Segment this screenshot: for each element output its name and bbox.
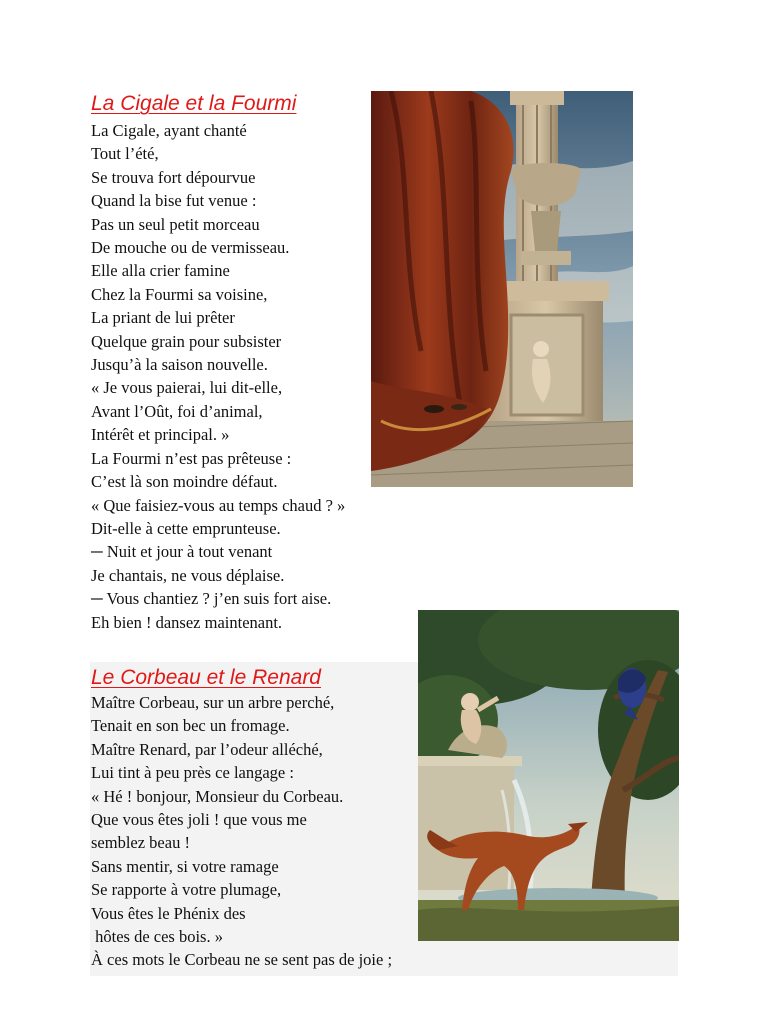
verse-line: La Fourmi n’est pas prêteuse : bbox=[91, 448, 292, 468]
verse-line: Maître Renard, par l’odeur alléché, bbox=[91, 739, 323, 759]
verse-line: semblez beau ! bbox=[91, 833, 190, 853]
painting-fox-crow bbox=[418, 610, 679, 941]
poem2-title: Le Corbeau et le Renard bbox=[91, 666, 321, 689]
verse-line: « Que faisiez-vous au temps chaud ? » bbox=[91, 495, 346, 515]
verse-line: Sans mentir, si votre ramage bbox=[91, 856, 279, 876]
verse-line: À ces mots le Corbeau ne se sent pas de joie ; bbox=[91, 950, 393, 970]
verse-line: Tenait en son bec un fromage. bbox=[91, 716, 290, 736]
verse-line: Je chantais, ne vous déplaise. bbox=[91, 565, 285, 585]
verse-line: Intérêt et principal. » bbox=[91, 425, 230, 445]
verse-line: Tout l’été, bbox=[91, 144, 159, 164]
verse-line: Quand la bise fut venue : bbox=[91, 191, 257, 211]
verse-line: Se rapporte à votre plumage, bbox=[91, 880, 282, 900]
verse-line: « Je vous paierai, lui dit-elle, bbox=[91, 378, 283, 398]
poem2-verses bbox=[91, 691, 392, 972]
verse-line: Pas un seul petit morceau bbox=[91, 214, 260, 234]
verse-line: Avant l’Oût, foi d’animal, bbox=[91, 401, 263, 421]
verse-line: Lui tint à peu près ce langage : bbox=[91, 763, 294, 783]
verse-line: De mouche ou de vermisseau. bbox=[91, 238, 290, 258]
verse-line: Que vous êtes joli ! que vous me bbox=[91, 810, 307, 830]
verse-line: ─ Nuit et jour à tout venant bbox=[91, 542, 273, 562]
verse-line: La Cigale, ayant chanté bbox=[91, 121, 247, 140]
verse-line: Chez la Fourmi sa voisine, bbox=[91, 284, 268, 304]
verse-line: hôtes de ces bois. » bbox=[91, 927, 223, 947]
verse-line: ─ Vous chantiez ? j’en suis fort aise. bbox=[91, 589, 332, 609]
verse-line: Maître Corbeau, sur un arbre perché, bbox=[91, 693, 335, 712]
verse-line: C’est là son moindre défaut. bbox=[91, 472, 278, 492]
poem1-title: La Cigale et la Fourmi bbox=[91, 92, 297, 115]
verse-line: La priant de lui prêter bbox=[91, 308, 235, 328]
verse-line: Se trouva fort dépourvue bbox=[91, 167, 256, 187]
verse-line: Eh bien ! dansez maintenant. bbox=[91, 612, 283, 632]
verse-line: Jusqu’à la saison nouvelle. bbox=[91, 355, 268, 375]
verse-line: Elle alla crier famine bbox=[91, 261, 230, 281]
verse-line: Vous êtes le Phénix des bbox=[91, 903, 246, 923]
verse-line: « Hé ! bonjour, Monsieur du Corbeau. bbox=[91, 786, 344, 806]
verse-line: Dit-elle à cette emprunteuse. bbox=[91, 518, 281, 538]
painting-drapery-urn bbox=[371, 91, 633, 487]
poem1-verses bbox=[91, 119, 345, 634]
verse-line: Quelque grain pour subsister bbox=[91, 331, 282, 351]
